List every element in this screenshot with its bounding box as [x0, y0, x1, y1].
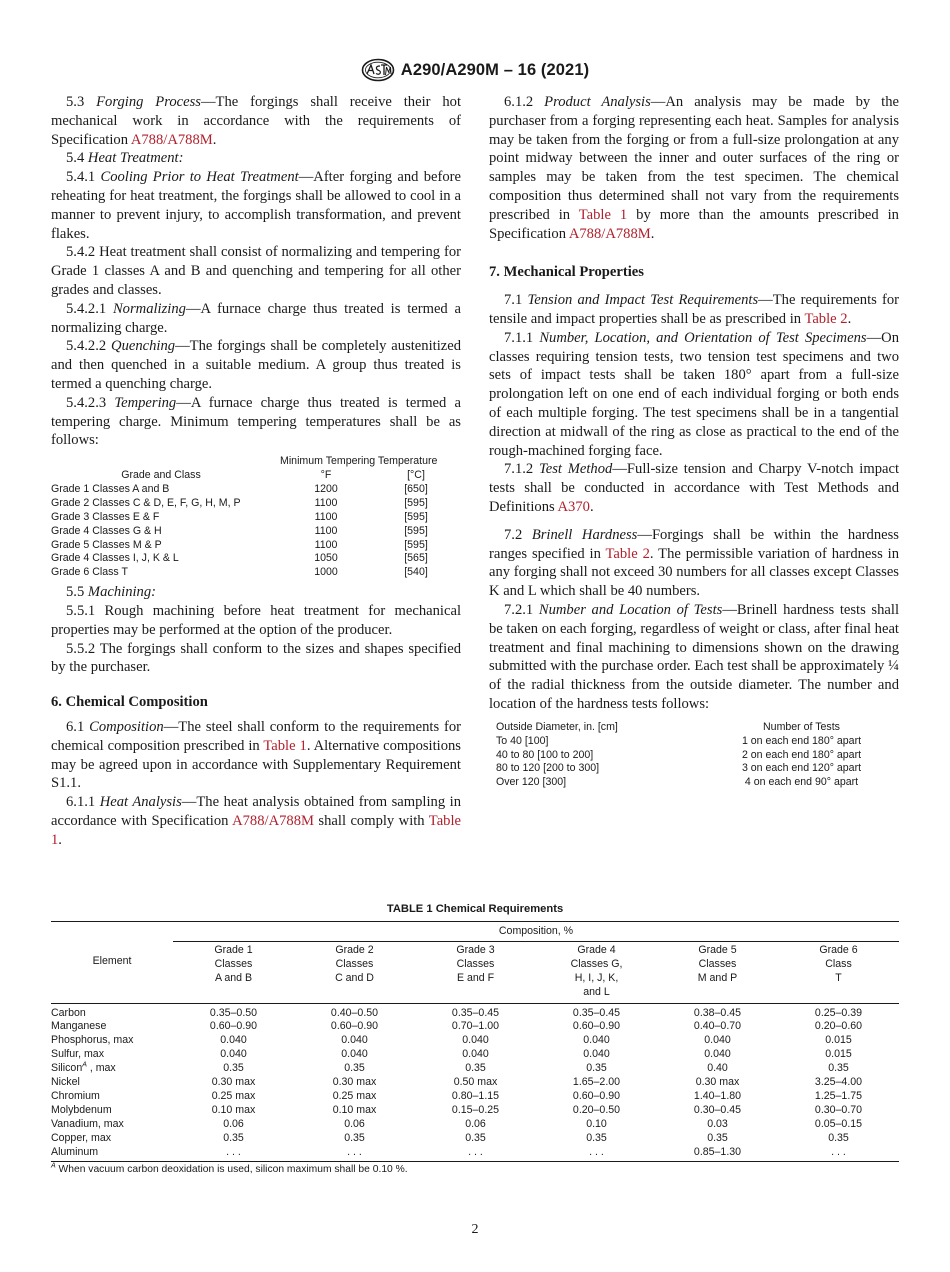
value-cell: 0.040	[462, 1048, 489, 1061]
value-cell: 0.80–1.15	[451, 1089, 500, 1102]
value-cell: 0.040	[341, 1048, 368, 1061]
value-cell: 0.70–1.00	[451, 1020, 500, 1033]
table-row: Over 120 [300] 4 on each end 90° apart	[496, 776, 859, 789]
paragraph-5-4-2-3: 5.4.2.3 Tempering—A furnace charge thus treated is termed a tempering charge. Minimum tempering temperatures shall be as follows:	[51, 394, 461, 449]
element-cell: Carbon	[51, 1006, 86, 1019]
tempering-header-row: Grade and Class °F [°C]	[121, 469, 425, 482]
paragraph-5-4-1: 5.4.1 Cooling Prior to Heat Treatment—After forging and before reheating for heat treatment, the forgings shall be allowed to cool in a manner to prevent injury, to accomplish transformation, and prevent flakes.	[51, 169, 461, 242]
element-header: Element	[51, 922, 173, 1003]
value-cell: 0.35	[828, 1062, 849, 1075]
page-header	[0, 58, 950, 87]
value-cell: 0.040	[704, 1048, 731, 1061]
grade-header: Grade 6 Class T	[778, 941, 899, 1003]
value-cell: 0.30 max	[211, 1076, 256, 1089]
value-cell: 3.25–4.00	[814, 1076, 863, 1089]
element-cell: Molybdenum	[51, 1103, 112, 1116]
value-cell: 0.30 max	[695, 1076, 740, 1089]
value-cell: . . .	[415, 1146, 536, 1161]
left-column	[51, 93, 461, 850]
value-cell: 0.40–0.50	[330, 1006, 379, 1019]
table-row	[51, 1132, 899, 1146]
astm-logo-icon	[361, 58, 395, 82]
value-cell: 0.60–0.90	[330, 1020, 379, 1033]
value-cell: 0.15–0.25	[451, 1103, 500, 1116]
table-row: Grade 5 Classes M & P 1100 [595]	[51, 538, 428, 551]
element-cell: Silicon$^A$ , max	[51, 1061, 116, 1075]
paragraph-5-5-1: 5.5.1 Rough machining before heat treatment for mechanical properties may be performed at the option of the producer.	[51, 603, 461, 638]
value-cell: 0.35–0.50	[209, 1006, 258, 1019]
value-cell: 0.040	[462, 1034, 489, 1047]
paragraph-5-5: 5.5 Machining:	[66, 584, 156, 601]
value-cell: 0.06	[344, 1117, 365, 1130]
link-table-1[interactable]: Table 1	[578, 206, 628, 223]
table-row: Grade 6 Class T 1000 [540]	[51, 566, 428, 579]
grade-header: Grade 2 Classes C and D	[294, 941, 415, 1003]
table-row	[51, 1062, 899, 1076]
table-row: Grade 1 Classes A and B 1200 [650]	[51, 482, 428, 495]
value-cell: 0.20–0.50	[572, 1103, 621, 1116]
paragraph-5-3: 5.3 Forging Process—The forgings shall receive their hot mechanical work in accordance with the requirements of Specification A788/A788M.	[51, 94, 462, 148]
value-cell: 0.35–0.45	[572, 1006, 621, 1019]
table-row: 40 to 80 [100 to 200] 2 on each end 180° apart	[496, 748, 862, 761]
element-cell: Phosphorus, max	[51, 1034, 134, 1047]
right-column	[489, 93, 899, 790]
table-row: Grade 4 Classes I, J, K & L 1050 [565]	[51, 552, 428, 565]
value-cell: 0.015	[825, 1034, 852, 1047]
grade-header: Grade 4 Classes G, H, I, J, K, and L	[536, 941, 657, 1003]
value-cell: 0.30–0.45	[693, 1103, 742, 1116]
value-cell: 0.015	[825, 1048, 852, 1061]
value-cell: 0.25 max	[332, 1089, 377, 1102]
value-cell: 0.040	[704, 1034, 731, 1047]
value-cell: 0.60–0.90	[572, 1089, 621, 1102]
grade-header: Grade 3 Classes E and F	[415, 941, 536, 1003]
value-cell: 0.20–0.60	[814, 1020, 863, 1033]
paragraph-7-1: 7.1 Tension and Impact Test Requirements—The requirements for tensile and impact properties shall be as prescribed in Table 2.	[489, 292, 900, 327]
table-row	[51, 1104, 899, 1118]
value-cell: 0.35	[465, 1062, 486, 1075]
link-a788[interactable]: A788/A788M	[568, 225, 651, 242]
value-cell: 0.35	[344, 1131, 365, 1144]
chemical-requirements-table	[51, 921, 899, 1162]
value-cell: 0.040	[583, 1048, 610, 1061]
paragraph-5-4-2-1: 5.4.2.1 Normalizing—A furnace charge thus treated is termed a normalizing charge.	[51, 300, 461, 336]
value-cell: 1.40–1.80	[693, 1089, 742, 1102]
paragraph-6-1: 6.1 Composition—The steel shall conform to the requirements for chemical composition prescribed in Table 1. Alternative compositions may be agreed upon in accordance with Supplementary Requirement S1.1.	[51, 719, 461, 792]
table-row: Grade 2 Classes C & D, E, F, G, H, M, P 1100 [595]	[51, 496, 428, 509]
table-1-footnote: $^A$ When vacuum carbon deoxidation is used, silicon maximum shall be 0.10 %.	[51, 1162, 408, 1175]
paragraph-7-2: 7.2 Brinell Hardness—Forgings shall be within the hardness ranges specified in Table 2. The permissible variation of hardness in any forging shall not exceed 30 numbers for all classes except Classes K and L which shall be 40 numbers.	[489, 526, 900, 600]
paragraph-7-1-1: 7.1.1 Number, Location, and Orientation of Test Specimens—On classes requiring tension tests, two tension test specimens and two sets of impact tests shall be taken 180° apart from a full-size prolongation left on one end of each individual forging or both ends of each multiple forging. The test specimens shall be in a tangential direction at midwall of the ring as close as practical to the end of the rough-machined forging face.	[489, 329, 899, 459]
value-cell: 0.040	[583, 1034, 610, 1047]
value-cell: 0.35	[223, 1131, 244, 1144]
value-cell: . . .	[778, 1146, 899, 1161]
value-cell: 0.35	[586, 1062, 607, 1075]
value-cell: 0.35	[828, 1131, 849, 1144]
element-cell: Sulfur, max	[51, 1048, 104, 1061]
table-row: Grade 4 Classes G & H 1100 [595]	[51, 524, 428, 537]
paragraph-6-1-2: 6.1.2 Product Analysis—An analysis may be made by the purchaser from a forging representing each heat. Samples for analysis may be taken from the forging or from a full-size prolongation at any point midway between the inner and outer surfaces of the ring or samples may be taken from the test specimen. The chemical composition thus determined shall not vary from the requirements prescribed in Table 1 by more than the amounts prescribed in Specification A788/A788M.	[489, 94, 899, 242]
value-cell: 1.65–2.00	[572, 1076, 621, 1089]
value-cell: 0.35	[707, 1131, 728, 1144]
table-1-title: TABLE 1 Chemical Requirements	[386, 903, 564, 915]
value-cell: 0.38–0.45	[693, 1006, 742, 1019]
value-cell: 0.35	[223, 1062, 244, 1075]
paragraph-7-2-1: 7.2.1 Number and Location of Tests—Brinell hardness tests shall be taken on each forging, regardless of weight or class, after final heat treatment and final machining to dimensions shown on the drawing submitted with the purchase order. Each test shall be approximately ¼ of the radial thickness from the outside diameter. The number and location of the hardness tests follows:	[489, 601, 900, 712]
element-cell: Vanadium, max	[51, 1117, 124, 1130]
element-cell: Nickel	[51, 1076, 80, 1089]
value-cell: 0.60–0.90	[209, 1020, 258, 1033]
hardness-tests-table	[489, 721, 899, 791]
value-cell: 0.040	[341, 1034, 368, 1047]
link-a788[interactable]: A788/A788M	[130, 131, 213, 148]
value-cell: 0.30 max	[332, 1076, 377, 1089]
composition-header: Composition, %	[173, 922, 899, 941]
paragraph-5-5-2: 5.5.2 The forgings shall conform to the sizes and shapes specified by the purchaser.	[51, 640, 461, 676]
document-designation: A290/A290M – 16 (2021)	[400, 60, 590, 79]
table-row	[51, 1048, 899, 1062]
paragraph-7-1-2: 7.1.2 Test Method—Full-size tension and Charpy V-notch impact tests shall be conducted in accordance with Test Methods and Definitions A370.	[489, 461, 900, 515]
value-cell: . . .	[294, 1146, 415, 1161]
value-cell: 0.35–0.45	[451, 1006, 500, 1019]
table-row	[51, 1003, 899, 1020]
value-cell: 0.50 max	[453, 1076, 498, 1089]
paragraph-5-4-2: 5.4.2 Heat treatment shall consist of normalizing and tempering for Grade 1 classes A and B and quenching and tempering for all other grades and classes.	[51, 244, 461, 298]
value-cell: 0.30–0.70	[814, 1103, 863, 1116]
table-row: 80 to 120 [200 to 300] 3 on each end 120° apart	[496, 762, 862, 775]
element-cell: Chromium	[51, 1089, 100, 1102]
table-row: Grade 3 Classes E & F 1100 [595]	[51, 510, 428, 523]
link-table-1[interactable]: Table 1	[263, 737, 307, 754]
value-cell: . . .	[536, 1146, 657, 1161]
value-cell: 0.040	[220, 1034, 247, 1047]
value-cell: 0.06	[223, 1117, 244, 1130]
element-cell: Copper, max	[51, 1131, 112, 1144]
tempering-group-header: Minimum Tempering Temperature	[280, 455, 438, 468]
paragraph-5-4-2-2: 5.4.2.2 Quenching—The forgings shall be completely austenitized and then quenched in a suitable medium. A group thus treated is termed a quenching charge.	[51, 338, 461, 392]
table-row	[51, 1076, 899, 1090]
value-cell: 0.25–0.39	[814, 1006, 863, 1019]
link-table-2[interactable]: Table 2	[605, 545, 650, 562]
table-row	[51, 1090, 899, 1104]
paragraph-5-4: 5.4 Heat Treatment:	[66, 150, 184, 167]
element-cell: Manganese	[51, 1020, 107, 1033]
table-row	[51, 1146, 899, 1161]
tempering-table	[51, 455, 461, 580]
value-cell: 0.05–0.15	[814, 1117, 863, 1130]
table-row	[51, 1118, 899, 1132]
element-cell: Aluminum	[51, 1146, 173, 1161]
link-table-2[interactable]: Table 2	[804, 310, 848, 327]
value-cell: 0.10 max	[332, 1103, 377, 1116]
hardness-tests-header-row: Outside Diameter, in. [cm] Number of Tests	[496, 720, 840, 733]
section-7-heading: 7. Mechanical Properties	[489, 264, 644, 281]
value-cell: 0.25 max	[211, 1089, 256, 1102]
value-cell: 0.10 max	[211, 1103, 256, 1116]
value-cell: 0.85–1.30	[657, 1146, 778, 1161]
value-cell: 0.040	[220, 1048, 247, 1061]
table-row	[51, 1020, 899, 1034]
value-cell: 0.40–0.70	[693, 1020, 742, 1033]
section-6-heading: 6. Chemical Composition	[51, 694, 208, 711]
link-a788[interactable]: A788/A788M	[232, 813, 314, 830]
value-cell: 0.35	[586, 1131, 607, 1144]
value-cell: 0.35	[465, 1131, 486, 1144]
value-cell: 0.03	[707, 1117, 728, 1130]
link-table-1[interactable]: Table 1	[51, 813, 461, 848]
link-a370[interactable]: A370	[557, 498, 590, 515]
value-cell: 1.25–1.75	[814, 1089, 863, 1102]
value-cell: 0.35	[344, 1062, 365, 1075]
value-cell: 0.60–0.90	[572, 1020, 621, 1033]
value-cell: 0.40	[707, 1062, 728, 1075]
value-cell: 0.10	[586, 1117, 607, 1130]
page-number: 2	[471, 1222, 479, 1237]
grade-header: Grade 5 Classes M and P	[657, 941, 778, 1003]
value-cell: 0.06	[465, 1117, 486, 1130]
grade-header: Grade 1 Classes A and B	[173, 941, 294, 1003]
value-cell: . . .	[173, 1146, 294, 1161]
table-row: To 40 [100] 1 on each end 180° apart	[496, 734, 862, 747]
paragraph-6-1-1: 6.1.1 Heat Analysis—The heat analysis obtained from sampling in accordance with Specification A788/A788M shall comply with Table 1.	[51, 794, 461, 848]
table-row	[51, 1034, 899, 1048]
